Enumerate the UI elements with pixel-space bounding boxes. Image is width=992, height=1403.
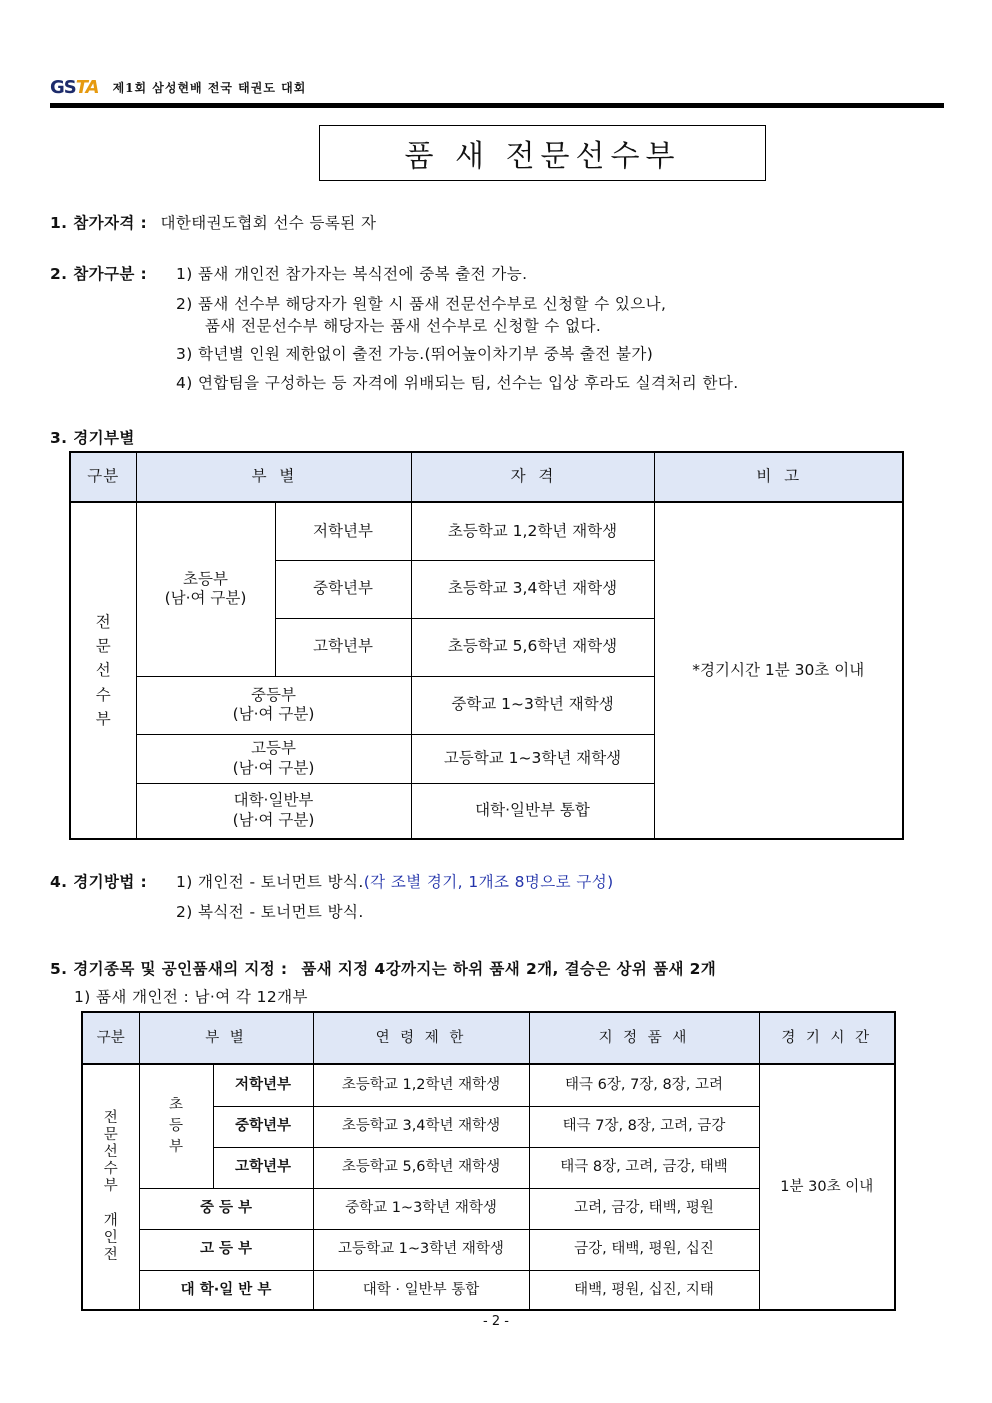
method-item-1: [176, 870, 614, 892]
gsta-logo: GSTA: [50, 76, 99, 98]
category-item-2: 2) 품새 선수부 해당자가 원할 시 품새 전문선수부로 신청할 수 있으나,: [176, 295, 667, 313]
events-subheading: 1) 품새 개인전 : 남·여 각 12개부: [74, 988, 308, 1006]
poomsae-cell: 태극 8장, 고려, 금강, 태백: [529, 1147, 759, 1188]
header-cell: 경 기 시 간: [759, 1012, 895, 1064]
table-header-row: [82, 1012, 895, 1064]
division-cell: 고등부 (남·여 구분): [136, 734, 411, 783]
category-item-4: 4) 연합팀을 구성하는 등 자격에 위배되는 팀, 선수는 입상 후라도 실격처리 한다.: [176, 374, 739, 392]
header-cell: 부 별: [139, 1012, 313, 1064]
group-cell: 전 문 선 수 부 개 인 전: [82, 1064, 139, 1310]
event-title: 제1회 삼성현배 전국 태권도 대회: [112, 80, 307, 95]
division-cell: 대학·일반부 (남·여 구분): [136, 783, 411, 839]
note-cell: *경기시간 1분 30초 이내: [654, 502, 903, 839]
poomsae-cell: 금강, 태백, 평원, 십진: [529, 1229, 759, 1270]
age-cell: 고등학교 1~3학년 재학생: [313, 1229, 529, 1270]
section-category-label: 2. 참가구분 :: [50, 265, 148, 283]
elementary-cell: 초 등 부: [139, 1064, 213, 1188]
header-cell: 연 령 제 한: [313, 1012, 529, 1064]
method-item-1-text: 1) 개인전 - 토너먼트 방식.: [176, 873, 364, 891]
page-number: - 2 -: [483, 1314, 509, 1329]
elementary-cell: 초등부 (남·여 구분): [136, 502, 275, 676]
division-cell: 대 학·일 반 부: [139, 1270, 313, 1310]
poomsae-cell: 태극 7장, 8장, 고려, 금강: [529, 1106, 759, 1147]
section-divisions-label: 3. 경기부별: [50, 429, 135, 447]
section-label: 5. 경기종목 및 공인품새의 지정 :: [50, 960, 288, 978]
qualification-cell: 대학·일반부 통합: [411, 783, 654, 839]
division-cell: 중학년부: [275, 560, 411, 618]
divisions-table: [69, 451, 904, 840]
header-divider: [50, 103, 944, 108]
age-cell: 중학교 1~3학년 재학생: [313, 1188, 529, 1229]
table-row: [70, 502, 903, 560]
division-cell: 고학년부: [213, 1147, 313, 1188]
header-cell: 구분: [70, 452, 136, 502]
header-cell: 자 격: [411, 452, 654, 502]
division-cell: 고 등 부: [139, 1229, 313, 1270]
qualification-cell: 초등학교 5,6학년 재학생: [411, 618, 654, 676]
age-cell: 초등학교 3,4학년 재학생: [313, 1106, 529, 1147]
division-cell: 저학년부: [213, 1064, 313, 1106]
qualification-cell: 고등학교 1~3학년 재학생: [411, 734, 654, 783]
division-cell: 고학년부: [275, 618, 411, 676]
section-method-label: 4. 경기방법 :: [50, 873, 148, 891]
category-item-2-cont: 품새 전문선수부 해당자는 품새 선수부로 신청할 수 없다.: [205, 317, 602, 335]
category-item-3: 3) 학년별 인원 제한없이 출전 가능.(뛰어높이차기부 중복 출전 불가): [176, 345, 654, 363]
poomsae-cell: 고려, 금강, 태백, 평원: [529, 1188, 759, 1229]
category-item-1: 1) 품새 개인전 참가자는 복식전에 중복 출전 가능.: [176, 265, 528, 283]
division-cell: 중등부 (남·여 구분): [136, 676, 411, 734]
group-cell: 전 문 선 수 부: [70, 502, 136, 839]
division-cell: 중학년부: [213, 1106, 313, 1147]
section-text: 품새 지정 4강까지는 하위 품새 2개, 결승은 상위 품새 2개: [301, 960, 717, 978]
section-label: 1. 참가자격 :: [50, 214, 148, 232]
section-text: 대한태권도협회 선수 등록된 자: [160, 214, 377, 232]
age-cell: 초등학교 5,6학년 재학생: [313, 1147, 529, 1188]
qualification-cell: 초등학교 3,4학년 재학생: [411, 560, 654, 618]
section-eligibility: [50, 211, 376, 233]
page-title: 품 새 전문선수부: [319, 125, 766, 181]
section-events: [50, 957, 716, 979]
division-cell: 저학년부: [275, 502, 411, 560]
header-cell: 비 고: [654, 452, 903, 502]
table-row: [82, 1064, 895, 1106]
method-item-1-note: (각 조별 경기, 1개조 8명으로 구성): [363, 873, 614, 891]
qualification-cell: 중학교 1~3학년 재학생: [411, 676, 654, 734]
method-item-2: 2) 복식전 - 토너먼트 방식.: [176, 903, 364, 921]
poomsae-table: [81, 1011, 896, 1311]
table-header-row: [70, 452, 903, 502]
header-cell: 지 정 품 새: [529, 1012, 759, 1064]
age-cell: 초등학교 1,2학년 재학생: [313, 1064, 529, 1106]
poomsae-cell: 태백, 평원, 십진, 지태: [529, 1270, 759, 1310]
page-header: [50, 74, 306, 100]
age-cell: 대학 · 일반부 통합: [313, 1270, 529, 1310]
header-cell: 부 별: [136, 452, 411, 502]
division-cell: 중 등 부: [139, 1188, 313, 1229]
time-cell: 1분 30초 이내: [759, 1064, 895, 1310]
poomsae-cell: 태극 6장, 7장, 8장, 고려: [529, 1064, 759, 1106]
header-cell: 구분: [82, 1012, 139, 1064]
qualification-cell: 초등학교 1,2학년 재학생: [411, 502, 654, 560]
